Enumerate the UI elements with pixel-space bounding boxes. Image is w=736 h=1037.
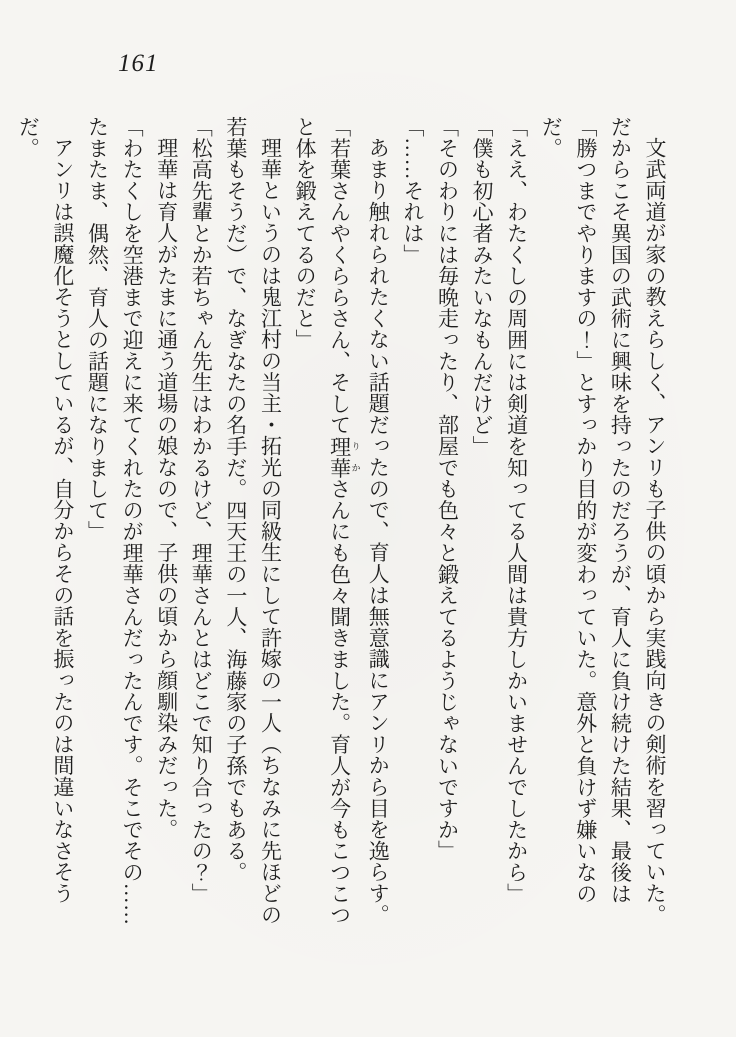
- text-line-13: 「松高先輩とか若ちゃん先生はわかるけど、理華さんとはどこで知り合ったの？」: [189, 116, 214, 905]
- text-line-17: アンリは誤魔化そうとしているが、自分からその話を振ったのは間違いなさそうだ。: [16, 116, 75, 904]
- text-line-7: 「……それは」: [400, 116, 425, 266]
- text-line-4: 「ええ、わたくしの周囲には剣道を知ってる人間は貴方しかいませんでしたから」: [504, 116, 529, 905]
- text-line-8: あまり触れられたくない話題だったので、育人は無意識にアンリから目を逸らす。: [366, 137, 391, 926]
- text-line-16: たまたま、偶然、育人の話題になりまして」: [85, 116, 110, 542]
- text-line-1: 文武両道が家の教えらしく、アンリも子供の頃から実践向きの剣術を習っていた。: [643, 137, 667, 926]
- text-line-6: 「そのわりには毎晩走ったり、部屋でも色々と鍛えてるようじゃないですか」: [435, 116, 460, 862]
- book-page-text: [11, 116, 672, 942]
- text-line-3: 「勝つまでやりますの！」とすっかり目的が変わっていた。意外と負けず嫌いなのだ。: [539, 116, 598, 905]
- text-line-12: 若葉もそうだ）で、なぎなたの名手だ。四天王の一人、海藤家の子孫でもある。: [223, 116, 248, 883]
- text-line-14: 理華は育人がたまに通う道場の娘なので、子供の頃から顔馴染みだった。: [154, 137, 179, 840]
- text-line-15: 「わたくしを空港まで迎えに来てくれたのが理華さんだったんです。そこでその……: [120, 116, 145, 926]
- text-line-9: 「若葉さんやくららさん、そして理華 りかさんにも色々聞きました。育人が今もこつこつ: [327, 116, 361, 926]
- page-number: 161: [118, 50, 159, 77]
- text-line-10: と体を鍛えてるのだと」: [293, 116, 318, 351]
- furigana-ruby: 理華 りか: [327, 435, 361, 479]
- text-line-5: 「僕も初心者みたいなもんだけど」: [470, 116, 495, 457]
- text-line-2: だからこそ異国の武術に興味を持ったのだろうが、育人に負け続けた結果、最後は: [608, 116, 633, 905]
- text-line-11: 理華というのは鬼江村の当主・拓光の同級生にして許嫁の一人（ちなみに先ほどの: [258, 137, 283, 926]
